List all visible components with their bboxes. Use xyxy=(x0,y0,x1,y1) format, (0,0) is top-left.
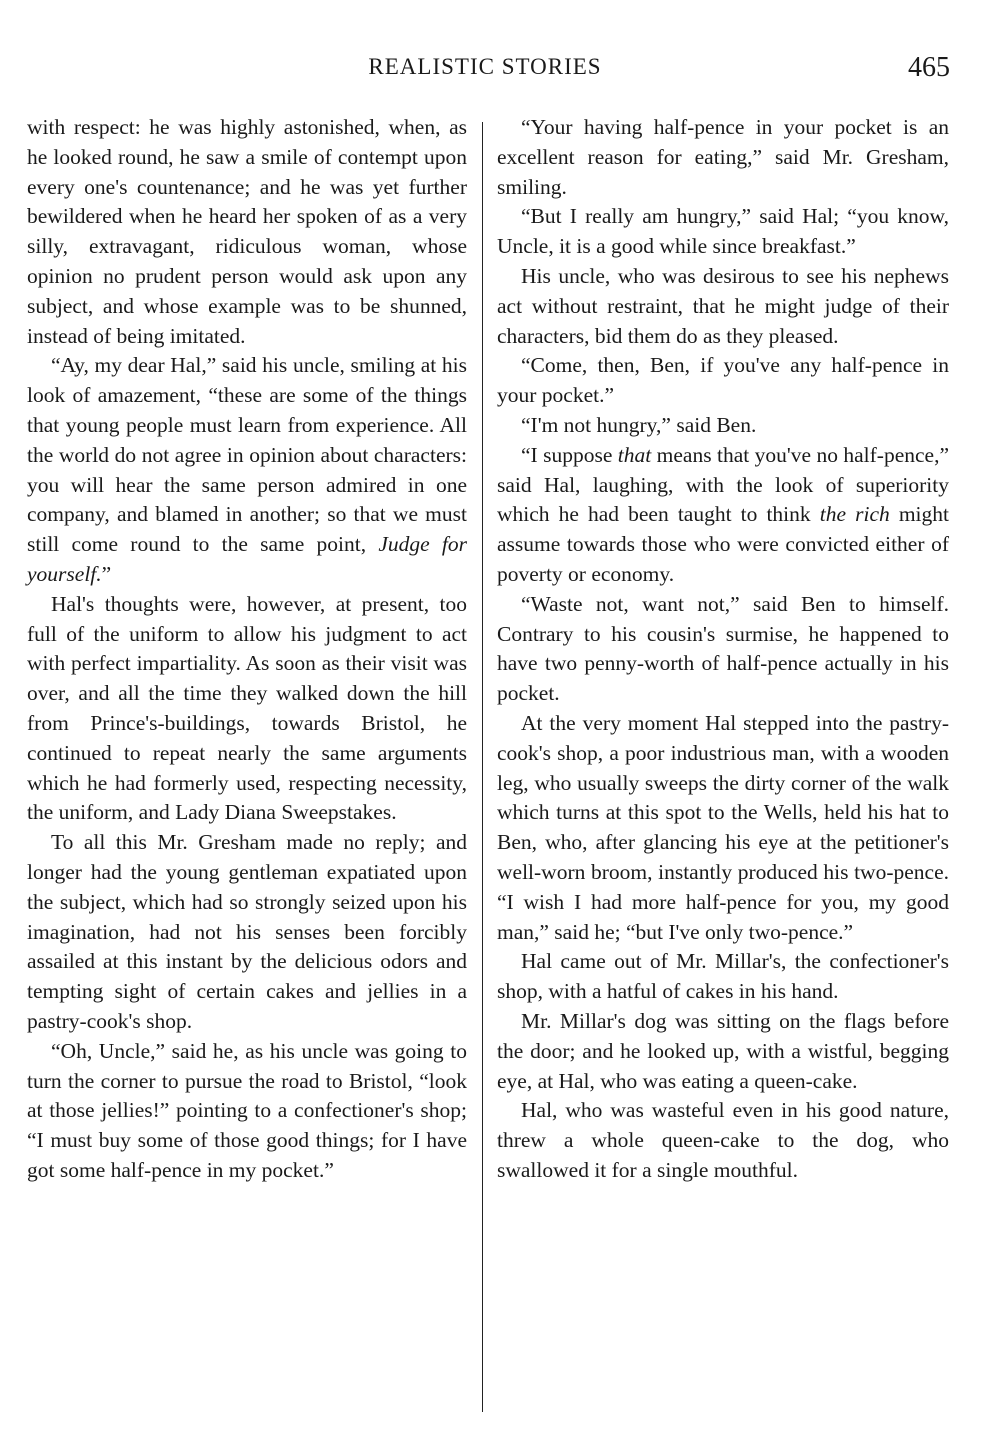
italic-text: that xyxy=(617,442,652,467)
running-title: REALISTIC STORIES xyxy=(368,54,602,79)
paragraph xyxy=(497,262,949,351)
text-run: Hal, who was wasteful even in his good nature, threw a whole queen-cake to the dog, who swallowed it for a single mouthful. xyxy=(497,1098,949,1182)
left-column xyxy=(27,113,467,1186)
paragraph xyxy=(497,411,949,441)
text-run: “But I really am hungry,” said Hal; “you know, Uncle, it is a good while since breakfast.” xyxy=(497,204,949,259)
text-run: “Ay, my dear Hal,” said his uncle, smiling at his look of amazement, “these are some of the things that young people must learn from experience. All the world do not agree in opinion about characters: you will hear the same person admired in one company, and blamed in another; so that we must still come round to the same point, xyxy=(27,353,467,557)
paragraph xyxy=(497,590,949,709)
text-run: ” xyxy=(101,561,112,586)
paragraph xyxy=(497,709,949,947)
paragraph xyxy=(497,1096,949,1185)
text-run: with respect: he was highly astonished, when, as he looked round, he saw a smile of contempt upon every one's countenance; and he was yet further bewildered when he heard her spoken of as a very silly, extravagant, ridiculous woman, whose opinion no prudent person would ask upon any subject, and whose example was to be shunned, instead of being imitated. xyxy=(27,115,467,348)
text-run: Mr. Millar's dog was sitting on the flags before the door; and he looked up, with a wistful, begging eye, at Hal, who was eating a queen-cake. xyxy=(497,1008,949,1093)
italic-text: the rich xyxy=(819,502,890,527)
italic-text: Judge for yourself. xyxy=(27,532,467,586)
paragraph xyxy=(27,590,467,828)
text-run: His uncle, who was desirous to see his nephews act without restraint, that he might judge of their characters, bid them do as they pleased. xyxy=(497,263,949,348)
paragraph xyxy=(497,202,949,262)
column-divider xyxy=(482,122,483,1412)
text-run: To all this Mr. Gresham made no reply; and longer had the young gentleman expatiated upon the subject, which had so strongly seized upon his imagination, had not his senses been forcibly assailed at this instant by the delicious odors and tempting sight of certain cakes and jellies in a pastry-cook's shop. xyxy=(27,830,467,1033)
paragraph xyxy=(497,1007,949,1096)
right-column xyxy=(497,113,949,1186)
page-number: 465 xyxy=(908,52,950,83)
text-run: “Come, then, Ben, if you've any half-pence in your pocket.” xyxy=(497,353,949,408)
text-run: At the very moment Hal stepped into the pastry-cook's shop, a poor industrious man, with a wooden leg, who usually sweeps the dirty corner of the walk which turns at this spot to the Wells, held his hat to Ben, who, after glancing his eye at the petitioner's well-worn broom, instantly produced his two-pence. “I wish I had more half-pence for you, my good man,” said he; “but I've only two-pence.” xyxy=(497,710,949,944)
text-run: Hal's thoughts were, however, at present, too full of the uniform to allow his judgment to act with perfect impartiality. As soon as their visit was over, and all the time they walked down the hill from Prince's-buildings, towards Bristol, he continued to repeat nearly the same arguments which he had formerly used, respecting necessity, the uniform, and Lady Diana Sweepstakes. xyxy=(27,591,467,825)
paragraph xyxy=(497,441,949,590)
paragraph xyxy=(497,113,949,202)
page-header xyxy=(0,52,1000,92)
text-run: means that you've no half-pence,” said Hal, laughing, with the look of superiority which he had been taught to think xyxy=(497,442,949,527)
text-run: “I'm not hungry,” said Ben. xyxy=(521,412,757,437)
text-run: Hal came out of Mr. Millar's, the confectioner's shop, with a hatful of cakes in his hand. xyxy=(497,949,949,1004)
paragraph xyxy=(27,351,467,589)
paragraph xyxy=(27,828,467,1037)
text-run: “Oh, Uncle,” said he, as his uncle was going to turn the corner to pursue the road to Bristol, “look at those jellies!” pointing to a confectioner's shop; “I must buy some of those good things; for I have got some half-pence in my pocket.” xyxy=(27,1038,467,1182)
text-run: might assume towards those who were convicted either of poverty or economy. xyxy=(497,502,950,586)
text-run: “Your having half-pence in your pocket is an excellent reason for eating,” said Mr. Gresham, smiling. xyxy=(497,115,949,199)
paragraph xyxy=(497,947,949,1007)
text-run: “I suppose xyxy=(521,442,618,467)
paragraph xyxy=(27,113,467,351)
text-run: “Waste not, want not,” said Ben to himself. Contrary to his cousin's surmise, he happened to have two penny-worth of half-pence actually in his pocket. xyxy=(497,591,949,706)
paragraph xyxy=(497,351,949,411)
paragraph xyxy=(27,1037,467,1186)
